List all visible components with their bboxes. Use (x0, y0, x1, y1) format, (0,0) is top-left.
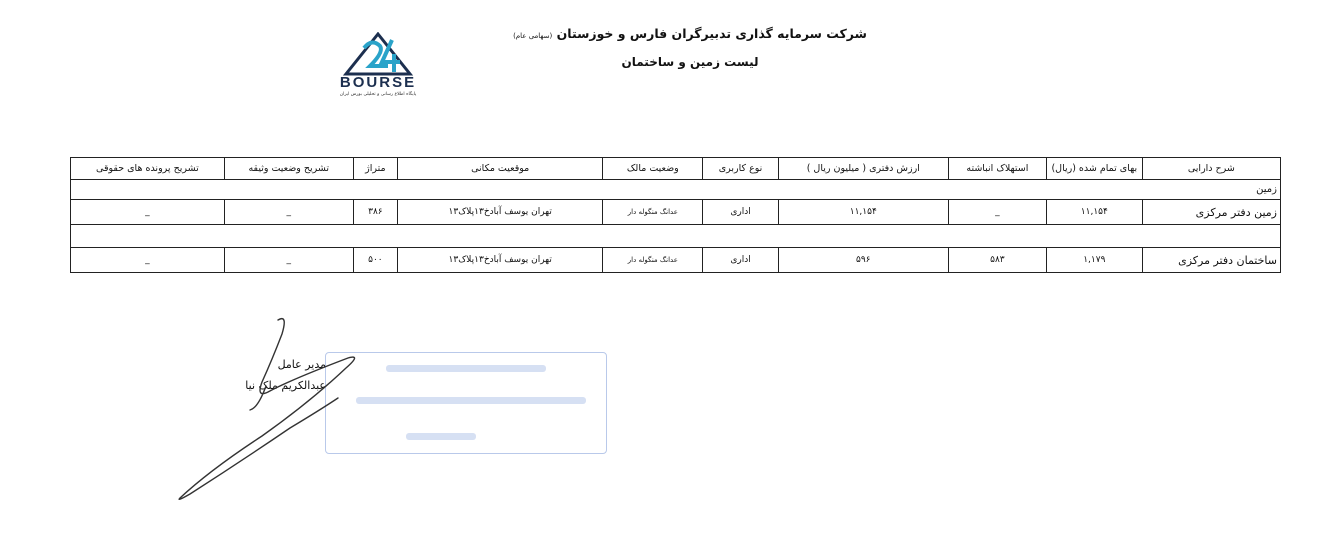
asset-name: ساختمان دفتر مرکزی (1142, 248, 1280, 273)
company-legal-type: (سهامی عام) (513, 32, 553, 40)
asset-ownership: عدانگ منگوله دار (603, 200, 703, 225)
header-collateral: تشریح وضعیت وثیقه (224, 158, 353, 180)
header-asset-description: شرح دارایی (1142, 158, 1280, 180)
asset-depreciation: _ (948, 200, 1046, 225)
asset-collateral: _ (224, 200, 353, 225)
stamp-line (406, 433, 476, 440)
spacer-cell (71, 225, 1281, 248)
document-subtitle: لیست زمین و ساختمان (621, 55, 759, 69)
company-name-text: شرکت سرمایه گذاری تدبیرگران فارس و خوزستان (556, 26, 867, 41)
header-depreciation: استهلاک انباشته (948, 158, 1046, 180)
stamp-line (356, 397, 586, 404)
bourse-24-logo-icon (330, 32, 426, 76)
stamp-line (386, 365, 546, 372)
asset-depreciation: ۵۸۳ (948, 248, 1046, 273)
asset-location: تهران یوسف آبادخ۱۳پلاک۱۳ (398, 200, 603, 225)
logo-wordmark: BOURSE (339, 74, 417, 91)
header-legal-cases: تشریح پرونده های حقوقی (71, 158, 225, 180)
signatory-title: مدیر عامل (277, 358, 326, 371)
table-row (71, 200, 1281, 225)
asset-legal: _ (71, 248, 225, 273)
section-row (71, 180, 1281, 200)
asset-cost: ۱,۱۷۹ (1046, 248, 1142, 273)
header-area: متراژ (353, 158, 397, 180)
asset-area: ۵۰۰ (353, 248, 397, 273)
logo-caption: پایگاه اطلاع رسانی و تحلیلی بورس ایران (339, 92, 417, 97)
document-header (480, 26, 900, 69)
header-usage: نوع کاربری (703, 158, 778, 180)
spacer-row (71, 225, 1281, 248)
section-label: زمین (71, 180, 1281, 200)
asset-location: تهران یوسف آبادخ۱۳پلاک۱۳ (398, 248, 603, 273)
handwritten-signature-icon (170, 312, 380, 507)
header-cost: بهای تمام شده (ریال) (1046, 158, 1142, 180)
assets-table (70, 157, 1281, 273)
asset-collateral: _ (224, 248, 353, 273)
asset-book-value: ۱۱,۱۵۴ (778, 200, 948, 225)
asset-ownership: عدانگ منگوله دار (603, 248, 703, 273)
header-ownership: وضعیت مالک (603, 158, 703, 180)
table-row (71, 248, 1281, 273)
bourse-logo (330, 32, 426, 108)
asset-book-value: ۵۹۶ (778, 248, 948, 273)
signatory-name: عبدالکریم ملک نیا (245, 379, 326, 392)
asset-usage: اداری (703, 248, 778, 273)
asset-cost: ۱۱,۱۵۴ (1046, 200, 1142, 225)
header-book-value: ارزش دفتری ( میلیون ریال ) (778, 158, 948, 180)
asset-name: زمین دفتر مرکزی (1142, 200, 1280, 225)
header-location: موقعیت مکانی (398, 158, 603, 180)
company-name (480, 26, 900, 41)
asset-legal: _ (71, 200, 225, 225)
asset-area: ۳۸۶ (353, 200, 397, 225)
table-header-row (71, 158, 1281, 180)
asset-usage: اداری (703, 200, 778, 225)
